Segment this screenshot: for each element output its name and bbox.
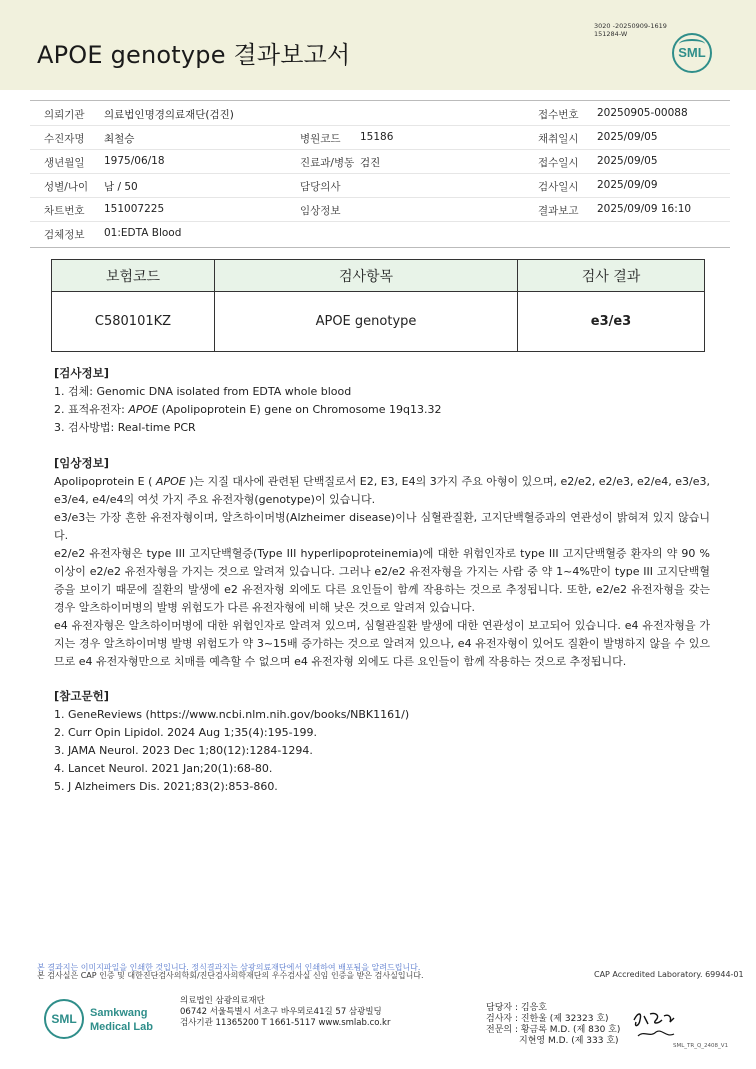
sml-logo-text: SML (678, 45, 706, 60)
info-row (30, 173, 730, 198)
footer-sml-logo-text: SML (51, 1012, 77, 1026)
col-test-result: 검사 결과 (518, 260, 705, 292)
brand-line-2: Medical Lab (90, 1021, 153, 1033)
info-value: 의료법인명경의료재단(검진) (104, 109, 234, 121)
clinical-info-section (54, 454, 710, 671)
reference-item: 4. Lancet Neurol. 2021 Jan;20(1):68-80. (54, 762, 273, 775)
test-item: APOE genotype (215, 292, 518, 352)
info-label: 접수일시 (538, 157, 579, 169)
info-label: 성별/나이 (44, 181, 89, 193)
col-test-item: 검사항목 (215, 260, 518, 292)
info-label: 생년월일 (44, 157, 85, 169)
brand-name (90, 1006, 153, 1034)
info-label: 차트번호 (44, 205, 85, 217)
test-info-section (54, 364, 710, 437)
insurance-code: C580101KZ (52, 292, 215, 352)
test-result: e3/e3 (518, 292, 705, 352)
info-value: 1975/06/18 (104, 155, 165, 167)
reference-item: 2. Curr Opin Lipidol. 2024 Aug 1;35(4):195-199. (54, 726, 318, 739)
reference-item: 3. JAMA Neurol. 2023 Dec 1;80(12):1284-1294. (54, 744, 313, 757)
info-value: 최철승 (104, 133, 135, 145)
info-value: 151007225 (104, 203, 165, 215)
document-id (594, 22, 667, 38)
info-label: 병원코드 (300, 133, 341, 145)
signatory-line-1: 담당자 : 김응호 (486, 1003, 547, 1013)
footer-sml-logo (44, 999, 84, 1039)
signatory-line-2: 검사자 : 진한울 (제 32323 호) (486, 1014, 609, 1024)
references-section (54, 687, 710, 796)
info-label: 수진자명 (44, 133, 85, 145)
col-insurance-code: 보험코드 (52, 260, 215, 292)
info-label: 검사일시 (538, 181, 579, 193)
report-header (0, 0, 756, 90)
info-label: 진료과/병동 (300, 157, 355, 169)
result-table-header (52, 260, 705, 292)
clinical-paragraph-2: e3/e3는 가장 흔한 유전자형이며, 알츠하이머병(Alzheimer disease)이나 심혈관질환, 고지단백혈증과의 연관성이 밝혀져 있지 않습니다. (54, 511, 710, 542)
address-line-2: 06742 서울특별시 서초구 바우뫼로41길 57 삼광빌딩 (180, 1007, 382, 1017)
info-label: 담당의사 (300, 181, 341, 193)
info-row (30, 197, 730, 222)
info-label: 임상정보 (300, 205, 341, 217)
clinical-paragraph-4: e4 유전자형은 알츠하이머병에 대한 위험인자로 알려져 있으며, 심혈관질환 발생에 대한 연관성이 보고되어 있습니다. e4 유전자형을 가지는 경우 알츠하이머병 발병 위험도가 약 3~15배 증가하는 것으로 알려져 있으나, e4 유전자형이 있어도 질환이 발병하지 않을 수 있으므로 e4 유전자형만으로 치매를 예측할 수 없으며 e4 유전자형 외에도 다른 요인들이 함께 작용하는 것으로 추정됩니다. (54, 619, 710, 668)
info-value: 검진 (360, 157, 381, 169)
info-label: 결과보고 (538, 205, 579, 217)
document-id-line-2: 151284-W (594, 30, 628, 38)
patient-info-box (30, 100, 730, 248)
accreditation-note: 본 검사실은 CAP 인증 및 대한진단검사의학회/진단검사의학재단의 우수검사실 신임 인증을 받은 검사실입니다. (37, 971, 424, 980)
info-row (30, 101, 730, 126)
signatory-line-4: 지현영 M.D. (제 333 호) (519, 1036, 619, 1046)
info-value: 15186 (360, 131, 394, 143)
line2-suffix: (Apolipoprotein E) gene on Chromosome 19q13.32 (158, 403, 442, 416)
test-info-line-1: 1. 검체: Genomic DNA isolated from EDTA whole blood (54, 385, 352, 398)
address-line-1: 의료법인 삼광의료재단 (180, 996, 265, 1006)
info-value: 2025/09/09 16:10 (597, 203, 692, 215)
info-row (30, 125, 730, 150)
table-row (52, 292, 705, 352)
info-label: 검체정보 (44, 229, 85, 241)
info-row (30, 149, 730, 174)
image-print-warning: 본 결과지는 이미지파일을 인쇄한 것입니다. 정식결과지는 삼광의료재단에서 인쇄하여 배포됨을 알려드립니다. (37, 963, 421, 972)
test-info-heading: [검사정보] (54, 366, 109, 380)
address-line-3: 검사기관 11365200 T 1661-5117 www.smlab.co.kr (180, 1018, 391, 1028)
p1-prefix: Apolipoprotein E ( (54, 475, 156, 488)
clinical-paragraph-1 (54, 473, 710, 509)
info-value: 20250905-00088 (597, 107, 688, 119)
p1-gene: APOE (155, 475, 186, 488)
references-heading: [참고문헌] (54, 689, 109, 703)
test-info-line-2 (54, 401, 710, 419)
gene-name: APOE (128, 403, 159, 416)
result-table (51, 259, 705, 352)
info-row (30, 221, 730, 245)
sml-logo (672, 33, 712, 73)
info-value: 2025/09/09 (597, 179, 658, 191)
info-label: 채취일시 (538, 133, 579, 145)
info-value: 01:EDTA Blood (104, 227, 182, 239)
document-id-line-1: 3020 -20250909-1619 (594, 22, 667, 30)
reference-item: 1. GeneReviews (https://www.ncbi.nlm.nih.gov/books/NBK1161/) (54, 708, 410, 721)
report-title: APOE genotype 결과보고서 (37, 41, 351, 69)
cap-accreditation: CAP Accredited Laboratory. 69944-01 (594, 970, 744, 979)
info-value: 2025/09/05 (597, 155, 658, 167)
p1-suffix: )는 지질 대사에 관련된 단백질로서 E2, E3, E4의 3가지 주요 아형이 있으며, e2/e2, e2/e3, e2/e4, e3/e3, e3/e4, e4/e4의 여섯 가지 주요 유전자형(genotype)이 있습니다. (54, 475, 710, 506)
lab-address (180, 996, 390, 1029)
test-info-line-3: 3. 검사방법: Real-time PCR (54, 421, 196, 434)
info-label: 접수번호 (538, 109, 579, 121)
line2-prefix: 2. 표적유전자: (54, 403, 129, 416)
brand-line-1: Samkwang (90, 1007, 148, 1019)
info-label: 의뢰기관 (44, 109, 85, 121)
info-value: 남 / 50 (104, 181, 138, 193)
signatory-line-3: 전문의 : 황금록 M.D. (제 830 호) (486, 1025, 621, 1035)
signatories (486, 1003, 620, 1047)
form-code: SML_TR_Q_2408_V1 (673, 1043, 729, 1049)
clinical-paragraph-3: e2/e2 유전자형은 type III 고지단백혈증(Type III hyperlipoproteinemia)에 대한 위험인자로 type III 고지단백혈증 환자의 약 90 % 이상이 e2/e2 유전자형을 가지는 것으로 알려져 있습니다. 그러나 e2/e2 유전자형을 가지는 사람 중 약 1~4%만이 type III 고지단백혈증을 보이기 때문에 질환의 발생에 e2 유전자형 외에도 다른 요인들이 함께 작용하는 것으로 추정됩니다. 또한, e2/e2 유전자형을 갖는 경우 알츠하이머병의 발병 위험도가 다른 유전자형에 비해 낮은 것으로 알려져 있습니다. (54, 547, 710, 614)
clinical-info-heading: [임상정보] (54, 456, 109, 470)
info-value: 2025/09/05 (597, 131, 658, 143)
reference-item: 5. J Alzheimers Dis. 2021;83(2):853-860. (54, 780, 278, 793)
handwritten-signature (630, 1008, 680, 1044)
